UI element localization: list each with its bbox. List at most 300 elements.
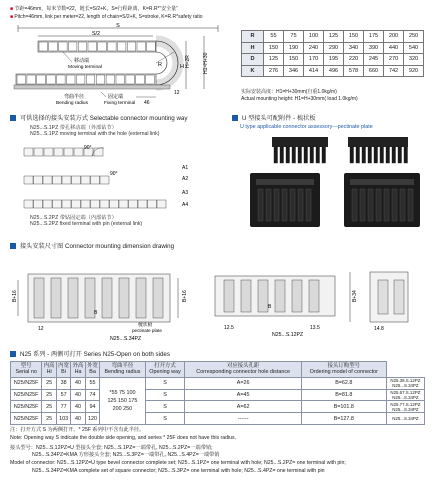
chain-link — [39, 42, 48, 51]
dim-b34: B+34 — [352, 290, 358, 302]
param-cell: 190 — [284, 42, 304, 54]
series-header-en: Ba — [89, 369, 96, 376]
series-cell-b: B=81.8 — [301, 389, 386, 401]
series-header — [85, 362, 99, 378]
series-cell-serial: N25/N25F — [11, 389, 42, 401]
s2-cn: N25...S.2PZ 带钻固定端（内部钻节） — [30, 215, 117, 221]
series-header-en: Serial no — [15, 369, 37, 376]
param-row-head: K — [242, 65, 264, 77]
param-cell: 240 — [304, 42, 324, 54]
a1-label: A1 — [182, 165, 189, 171]
comb-tooth — [274, 189, 279, 221]
comb-tooth — [368, 189, 373, 221]
comb-tooth — [298, 189, 303, 221]
chain-link — [43, 200, 52, 208]
order-model: N25.77.S.12PZ — [390, 401, 421, 407]
comb-tooth — [392, 189, 397, 221]
comb-tooth — [282, 189, 287, 221]
dim-46: 46 — [144, 100, 150, 106]
series-cell-b: B=101.8 — [301, 401, 386, 413]
chain-link — [34, 176, 43, 184]
chain-link — [54, 148, 63, 156]
connector-slot — [309, 280, 319, 312]
connector-slot — [224, 280, 234, 312]
section-dim-title — [10, 241, 174, 250]
dim-13-5: 13.5 — [310, 325, 320, 331]
param-cell: 200 — [384, 31, 404, 43]
chain-link — [53, 176, 62, 184]
series-header-en: Bi — [61, 369, 66, 376]
comb-tooth — [398, 147, 402, 163]
pectinate-plate-1 — [272, 137, 328, 163]
s1-en: N25...S.1PZ moving terminal with the hole (external link) — [30, 131, 160, 137]
connector-photo-1 — [250, 173, 320, 227]
series-header — [145, 362, 185, 378]
series-header-cn: 型号 — [20, 363, 32, 369]
chain-link — [53, 200, 62, 208]
a4-label: A4 — [182, 202, 189, 208]
connector-photo-2 — [344, 173, 420, 227]
comb-tooth — [306, 189, 311, 221]
chain-link — [98, 42, 107, 51]
series-cell-hi: 25 — [42, 413, 56, 425]
connector-slot — [119, 278, 129, 318]
top-notes — [10, 5, 225, 21]
series-cell-ba: 74 — [85, 389, 99, 401]
connector-slot — [102, 278, 112, 318]
chain-link — [17, 75, 26, 84]
comb-tooth — [292, 147, 296, 163]
series-header-en: Hi — [46, 369, 52, 376]
chain-link — [81, 176, 90, 184]
label-34pz: N25...S.34PZ — [110, 336, 142, 342]
chain-link — [43, 176, 52, 184]
series-cell-order — [386, 377, 424, 389]
series-cell-bi: 57 — [56, 389, 70, 401]
chain-link — [146, 75, 155, 84]
param-cell: 320 — [404, 54, 424, 66]
order-model: N25.38.S.12PZ — [390, 378, 421, 384]
series-header-cn: 弯曲半径 — [111, 363, 134, 369]
chain-link — [62, 176, 71, 184]
series-cell-radius — [100, 377, 145, 424]
chain-link — [116, 75, 125, 84]
pectinate-cn: 梳状板 — [138, 323, 153, 328]
chain-link — [59, 42, 68, 51]
param-cell: 270 — [384, 54, 404, 66]
dim-h1: H1=H+30 — [203, 52, 209, 74]
mount-way-diagram — [14, 138, 224, 216]
pectinate-photos — [236, 133, 432, 233]
param-cell: 150 — [344, 31, 364, 43]
section-pectinate-title-text: U 型接头可配附件 - 梳状板 — [242, 115, 316, 122]
connector-slot — [51, 278, 61, 318]
drawing-34pz — [12, 274, 188, 342]
series-title — [10, 349, 170, 358]
param-cell: 578 — [344, 65, 364, 77]
chain-link — [72, 176, 81, 184]
series-cell-serial: N25/N25F — [11, 413, 42, 425]
connector-slot — [34, 278, 44, 318]
dim-s: S — [116, 23, 120, 29]
dim-h-2r: H=2R — [185, 55, 191, 68]
connector-slot — [258, 280, 268, 312]
parameter-table-note — [241, 89, 358, 103]
param-cell: 742 — [384, 65, 404, 77]
param-row — [242, 65, 424, 77]
param-cell: 195 — [324, 54, 344, 66]
order-model: N25...S.34PZ — [392, 416, 419, 422]
a2-label: A2 — [182, 176, 189, 182]
chain-link — [127, 42, 136, 51]
param-cell: 920 — [404, 65, 424, 77]
pectinate-en: pectinate plate — [132, 328, 162, 333]
comb-tooth — [298, 147, 302, 163]
series-header — [100, 362, 145, 378]
comb-tooth — [362, 147, 366, 163]
dim-12-left: 12 — [38, 326, 44, 332]
comb-tooth — [310, 147, 314, 163]
comb-tooth — [384, 189, 389, 221]
series-header-cn: 内宽 — [58, 363, 69, 369]
param-row — [242, 54, 424, 66]
order-model: N25...S.34PZ — [392, 406, 419, 412]
section-dim-title-text: 接头安装尺寸图 Connector mounting dimension drawing — [20, 243, 175, 250]
series-row — [11, 377, 425, 389]
chain-link — [81, 200, 90, 208]
label-12pz: N25...S.12PZ — [272, 332, 304, 338]
chain-link — [47, 75, 56, 84]
series-cell-open: S — [145, 389, 185, 401]
chain-link — [137, 42, 146, 51]
param-cell: 125 — [264, 54, 284, 66]
connector-slot — [275, 280, 285, 312]
series-header — [11, 362, 42, 378]
series-header-en: Bending radius — [104, 369, 141, 376]
chain-link — [34, 148, 43, 156]
series-cell-a: ------ — [185, 413, 301, 425]
chain-link — [129, 200, 138, 208]
chain-link — [136, 75, 145, 84]
chain-link — [86, 75, 95, 84]
chain-link — [100, 176, 109, 184]
dim-b-middle: B — [268, 304, 272, 310]
chain-link — [96, 75, 105, 84]
s1-cn: N25...S.1PZ 带孔移动端（外部钻节） — [30, 125, 117, 131]
chain-link — [91, 176, 100, 184]
connector-slot — [292, 280, 302, 312]
series-header-cn: 打开方式 — [154, 363, 176, 369]
s2-en: N25...S.2PZ fixed terminal with pin (external link) — [30, 221, 143, 227]
param-row-head: H — [242, 42, 264, 54]
comb-tooth — [322, 147, 326, 163]
series-cell-b: B=62.8 — [301, 377, 386, 389]
series-cell-ha: 40 — [71, 389, 85, 401]
series-row — [11, 401, 425, 413]
chain-link — [117, 42, 126, 51]
param-cell: 340 — [344, 42, 364, 54]
comb-tooth — [392, 147, 396, 163]
note-4: N25...S.34PZ=KMA 方形接头全套; N25...S.3PZ=一端带孔, N25...S.4PZ=一端带销 — [32, 452, 220, 459]
dim-r: R — [158, 62, 162, 68]
section-square-icon — [10, 351, 16, 357]
series-cell-order — [386, 413, 424, 425]
param-cell: 220 — [344, 54, 364, 66]
comb-tooth — [400, 189, 405, 221]
pectinate-plate-2 — [348, 137, 408, 163]
comb-tooth — [360, 189, 365, 221]
param-cell: 55 — [264, 31, 284, 43]
series-header-cn: 接头订购型号 — [327, 363, 360, 369]
chain-link — [24, 148, 33, 156]
chain-link — [147, 42, 156, 51]
param-row-head: R — [242, 31, 264, 43]
param-cell: 290 — [324, 42, 344, 54]
param-row-head: D — [242, 54, 264, 66]
chain-link — [100, 200, 109, 208]
comb-tooth — [274, 147, 278, 163]
section-pectinate-subtitle: U type applicable connector assessory---pectinate plate — [240, 124, 373, 130]
chain-link — [157, 200, 166, 208]
param-row — [242, 42, 424, 54]
chain-link — [108, 42, 117, 51]
chain-link — [37, 75, 46, 84]
comb-tooth — [304, 147, 308, 163]
dim-12-5: 12.5 — [224, 325, 234, 331]
series-header-en: Corresponding connector hole distance — [196, 369, 291, 376]
section-square-icon — [232, 115, 238, 121]
comb-tooth — [408, 189, 413, 221]
series-cell-hi: 25 — [42, 401, 56, 413]
chain-link — [74, 148, 83, 156]
a3-label: A3 — [182, 190, 189, 196]
param-cell: 175 — [364, 31, 384, 43]
chain-link — [126, 75, 134, 84]
series-cell-open: S — [145, 377, 185, 389]
dim-b-inner: B — [94, 310, 98, 316]
section-square-icon — [10, 243, 16, 249]
order-model: N25...S.34PZ — [392, 395, 419, 400]
order-model: N25.57.S.12PZ — [390, 390, 421, 395]
comb-tooth — [290, 189, 295, 221]
series-cell-a: A=62 — [185, 401, 301, 413]
series-title-text: N25 系列 - 两侧可打开 Series N25-Open on both sides — [20, 351, 170, 358]
dim-14-8: 14.8 — [374, 326, 384, 332]
parameter-table — [241, 30, 424, 77]
fixing-terminal-en: Fixing terminal — [104, 101, 136, 106]
dim-12: 12 — [174, 90, 180, 96]
chain-link — [34, 200, 43, 208]
param-cell: 414 — [304, 65, 324, 77]
top-note-cn: 节距=46mm，每米节数=22，链长=S/2+K，S=行程距离，K=R.R*“安全量” — [14, 6, 178, 12]
param-note-cn: 实际安装高度：H1=H+30mm(自重1.0kg/m) — [241, 89, 337, 95]
section-mount-title — [10, 113, 187, 122]
series-row — [11, 389, 425, 401]
param-cell: 150 — [264, 42, 284, 54]
angle-2: 90° — [110, 171, 118, 177]
chain-link — [88, 42, 97, 51]
series-cell-a: A=45 — [185, 389, 301, 401]
dim-s-half: S/2 — [91, 31, 101, 37]
radius-line: *55 75 100 — [109, 389, 136, 396]
param-cell: 250 — [404, 31, 424, 43]
comb-tooth — [356, 147, 360, 163]
note-6: N25...S.34PZ=KMA complete set of square connector; N25...S.3PZ= one terminal with hole; N25...S.4PZ= one terminal with pin — [32, 467, 325, 474]
chain-link — [110, 200, 119, 208]
comb-tooth — [280, 147, 284, 163]
connector-slot — [136, 278, 146, 318]
series-cell-ba: 55 — [85, 377, 99, 389]
series-row — [11, 413, 425, 425]
param-cell: 540 — [404, 42, 424, 54]
series-header-en: Ha — [74, 369, 82, 376]
comb-tooth — [380, 147, 384, 163]
section-square-icon — [10, 115, 16, 121]
chain-link — [44, 148, 53, 156]
comb-tooth — [352, 189, 357, 221]
comb-tooth — [316, 147, 320, 163]
series-cell-hi: 25 — [42, 377, 56, 389]
series-header-en: Ordering model of connector — [309, 369, 378, 376]
chain-link — [138, 200, 147, 208]
series-cell-bi: 38 — [56, 377, 70, 389]
series-cell-a: A=26 — [185, 377, 301, 389]
chain-link — [24, 200, 33, 208]
bullet-icon: ■ — [10, 6, 14, 12]
series-header — [71, 362, 85, 378]
comb-tooth — [266, 189, 271, 221]
bending-radius-en: Bending radius — [56, 101, 89, 106]
note-2: Note: Opening way S indicate the double side opening, and series * 25F does not have this radius. — [10, 434, 237, 441]
drawing-side-profile — [370, 272, 408, 332]
chain-link — [76, 75, 85, 84]
comb-tooth — [386, 147, 390, 163]
chain-link — [91, 200, 100, 208]
radius-line: 125 150 175 — [107, 397, 138, 404]
comb-tooth — [374, 147, 378, 163]
series-cell-open: S — [145, 401, 185, 413]
series-cell-bi: 77 — [56, 401, 70, 413]
radius-line: 200 250 — [112, 405, 133, 412]
dimension-drawing — [10, 252, 430, 347]
dim-b16-right: B+16 — [182, 290, 188, 302]
chain-link — [94, 148, 103, 156]
note-3: 接头型号：N25...S.12PZ=U 型接头全套; N25...S.1PZ=一端带孔, N25...S.2PZ=一端带销; — [10, 444, 213, 451]
moving-terminal-en: Moving terminal — [68, 65, 102, 70]
series-header — [42, 362, 56, 378]
note-1: 注：打开方式 S 为两侧打开。* 25F 系列中不含有此半径。 — [10, 427, 145, 433]
order-model: N25...S.34PZ — [392, 383, 419, 389]
comb-tooth — [350, 147, 354, 163]
series-cell-ba: 120 — [85, 413, 99, 425]
dim-h: H — [180, 64, 184, 70]
param-cell: 440 — [384, 42, 404, 54]
connector-slot — [153, 278, 163, 318]
chain-link — [68, 42, 77, 51]
chain-link — [57, 75, 66, 84]
section-pectinate-title — [232, 113, 316, 122]
comb-tooth — [258, 189, 263, 221]
comb-tooth — [368, 147, 372, 163]
notes — [10, 427, 430, 476]
connector-slot — [68, 278, 78, 318]
note-5: Model of connector: N25...S.12PZ=U type bevel connector complete set; N25...S.1PZ= one terminal with hole; N25...S.2PZ= one terminal with pin; — [10, 460, 346, 467]
dim-b16-left: B+16 — [12, 290, 18, 302]
chain-link — [27, 75, 36, 84]
series-header — [56, 362, 70, 378]
chain-link — [148, 200, 157, 208]
param-cell: 125 — [324, 31, 344, 43]
series-table — [10, 361, 425, 425]
param-row — [242, 31, 424, 43]
comb-tooth — [404, 147, 408, 163]
top-note-en: Pitch=46mm, link per meter=22, length of chain=S/2+K, S=stroke, K=R.R*safety ratio — [14, 14, 203, 20]
series-header-cn: 外高 — [72, 363, 84, 369]
series-cell-open: S — [145, 413, 185, 425]
series-cell-order — [386, 389, 424, 401]
series-cell-ba: 94 — [85, 401, 99, 413]
store-watermark: Store No.1474007 — [371, 14, 428, 21]
section-mount-title-text: 可供选择的接头安装方式 Selectable connector mounting way — [20, 115, 188, 122]
param-cell: 100 — [304, 31, 324, 43]
connector-slot — [241, 280, 251, 312]
param-cell: 276 — [264, 65, 284, 77]
param-cell: 75 — [284, 31, 304, 43]
series-cell-ha: 40 — [71, 377, 85, 389]
series-header-cn: 内高 — [43, 363, 55, 369]
param-cell: 170 — [304, 54, 324, 66]
param-cell: 346 — [284, 65, 304, 77]
series-cell-serial: N25/N25F — [11, 401, 42, 413]
bullet-icon: ■ — [10, 14, 14, 20]
param-cell: 390 — [364, 42, 384, 54]
moving-terminal-cn: 移动端 — [74, 58, 90, 64]
chain-link — [78, 42, 87, 51]
series-header — [185, 362, 301, 378]
param-cell: 496 — [324, 65, 344, 77]
drawing-12pz — [215, 272, 358, 338]
chain-link — [62, 200, 71, 208]
param-note-en: Actual mounting height: H1=H+30mm( load 1.0kg/m) — [241, 96, 358, 102]
chain-link — [106, 75, 115, 84]
chain-top-run — [38, 41, 156, 52]
chain-link — [24, 176, 33, 184]
series-cell-bi: 103 — [56, 413, 70, 425]
chain-link — [64, 148, 73, 156]
comb-tooth — [286, 147, 290, 163]
series-cell-ha: 40 — [71, 413, 85, 425]
series-header-en: Opening way — [149, 369, 181, 376]
comb-tooth — [376, 189, 381, 221]
series-cell-serial: N25/N25F — [11, 377, 42, 389]
chain-link — [49, 42, 58, 51]
series-cell-ha: 40 — [71, 401, 85, 413]
chain-link — [72, 200, 81, 208]
series-header — [301, 362, 386, 378]
series-cell-order — [386, 401, 424, 413]
series-cell-b: B=127.8 — [301, 413, 386, 425]
series-header-cn: 对应接头孔距 — [226, 363, 260, 369]
param-cell: 660 — [364, 65, 384, 77]
param-cell: 150 — [284, 54, 304, 66]
param-cell: 245 — [364, 54, 384, 66]
chain-link — [119, 200, 128, 208]
fixing-terminal-cn: 固定端 — [108, 94, 124, 100]
series-cell-hi: 25 — [42, 389, 56, 401]
angle-1: 90° — [84, 145, 92, 151]
chain-link — [67, 75, 76, 84]
bending-radius-cn: 弯曲半径 — [64, 94, 85, 100]
